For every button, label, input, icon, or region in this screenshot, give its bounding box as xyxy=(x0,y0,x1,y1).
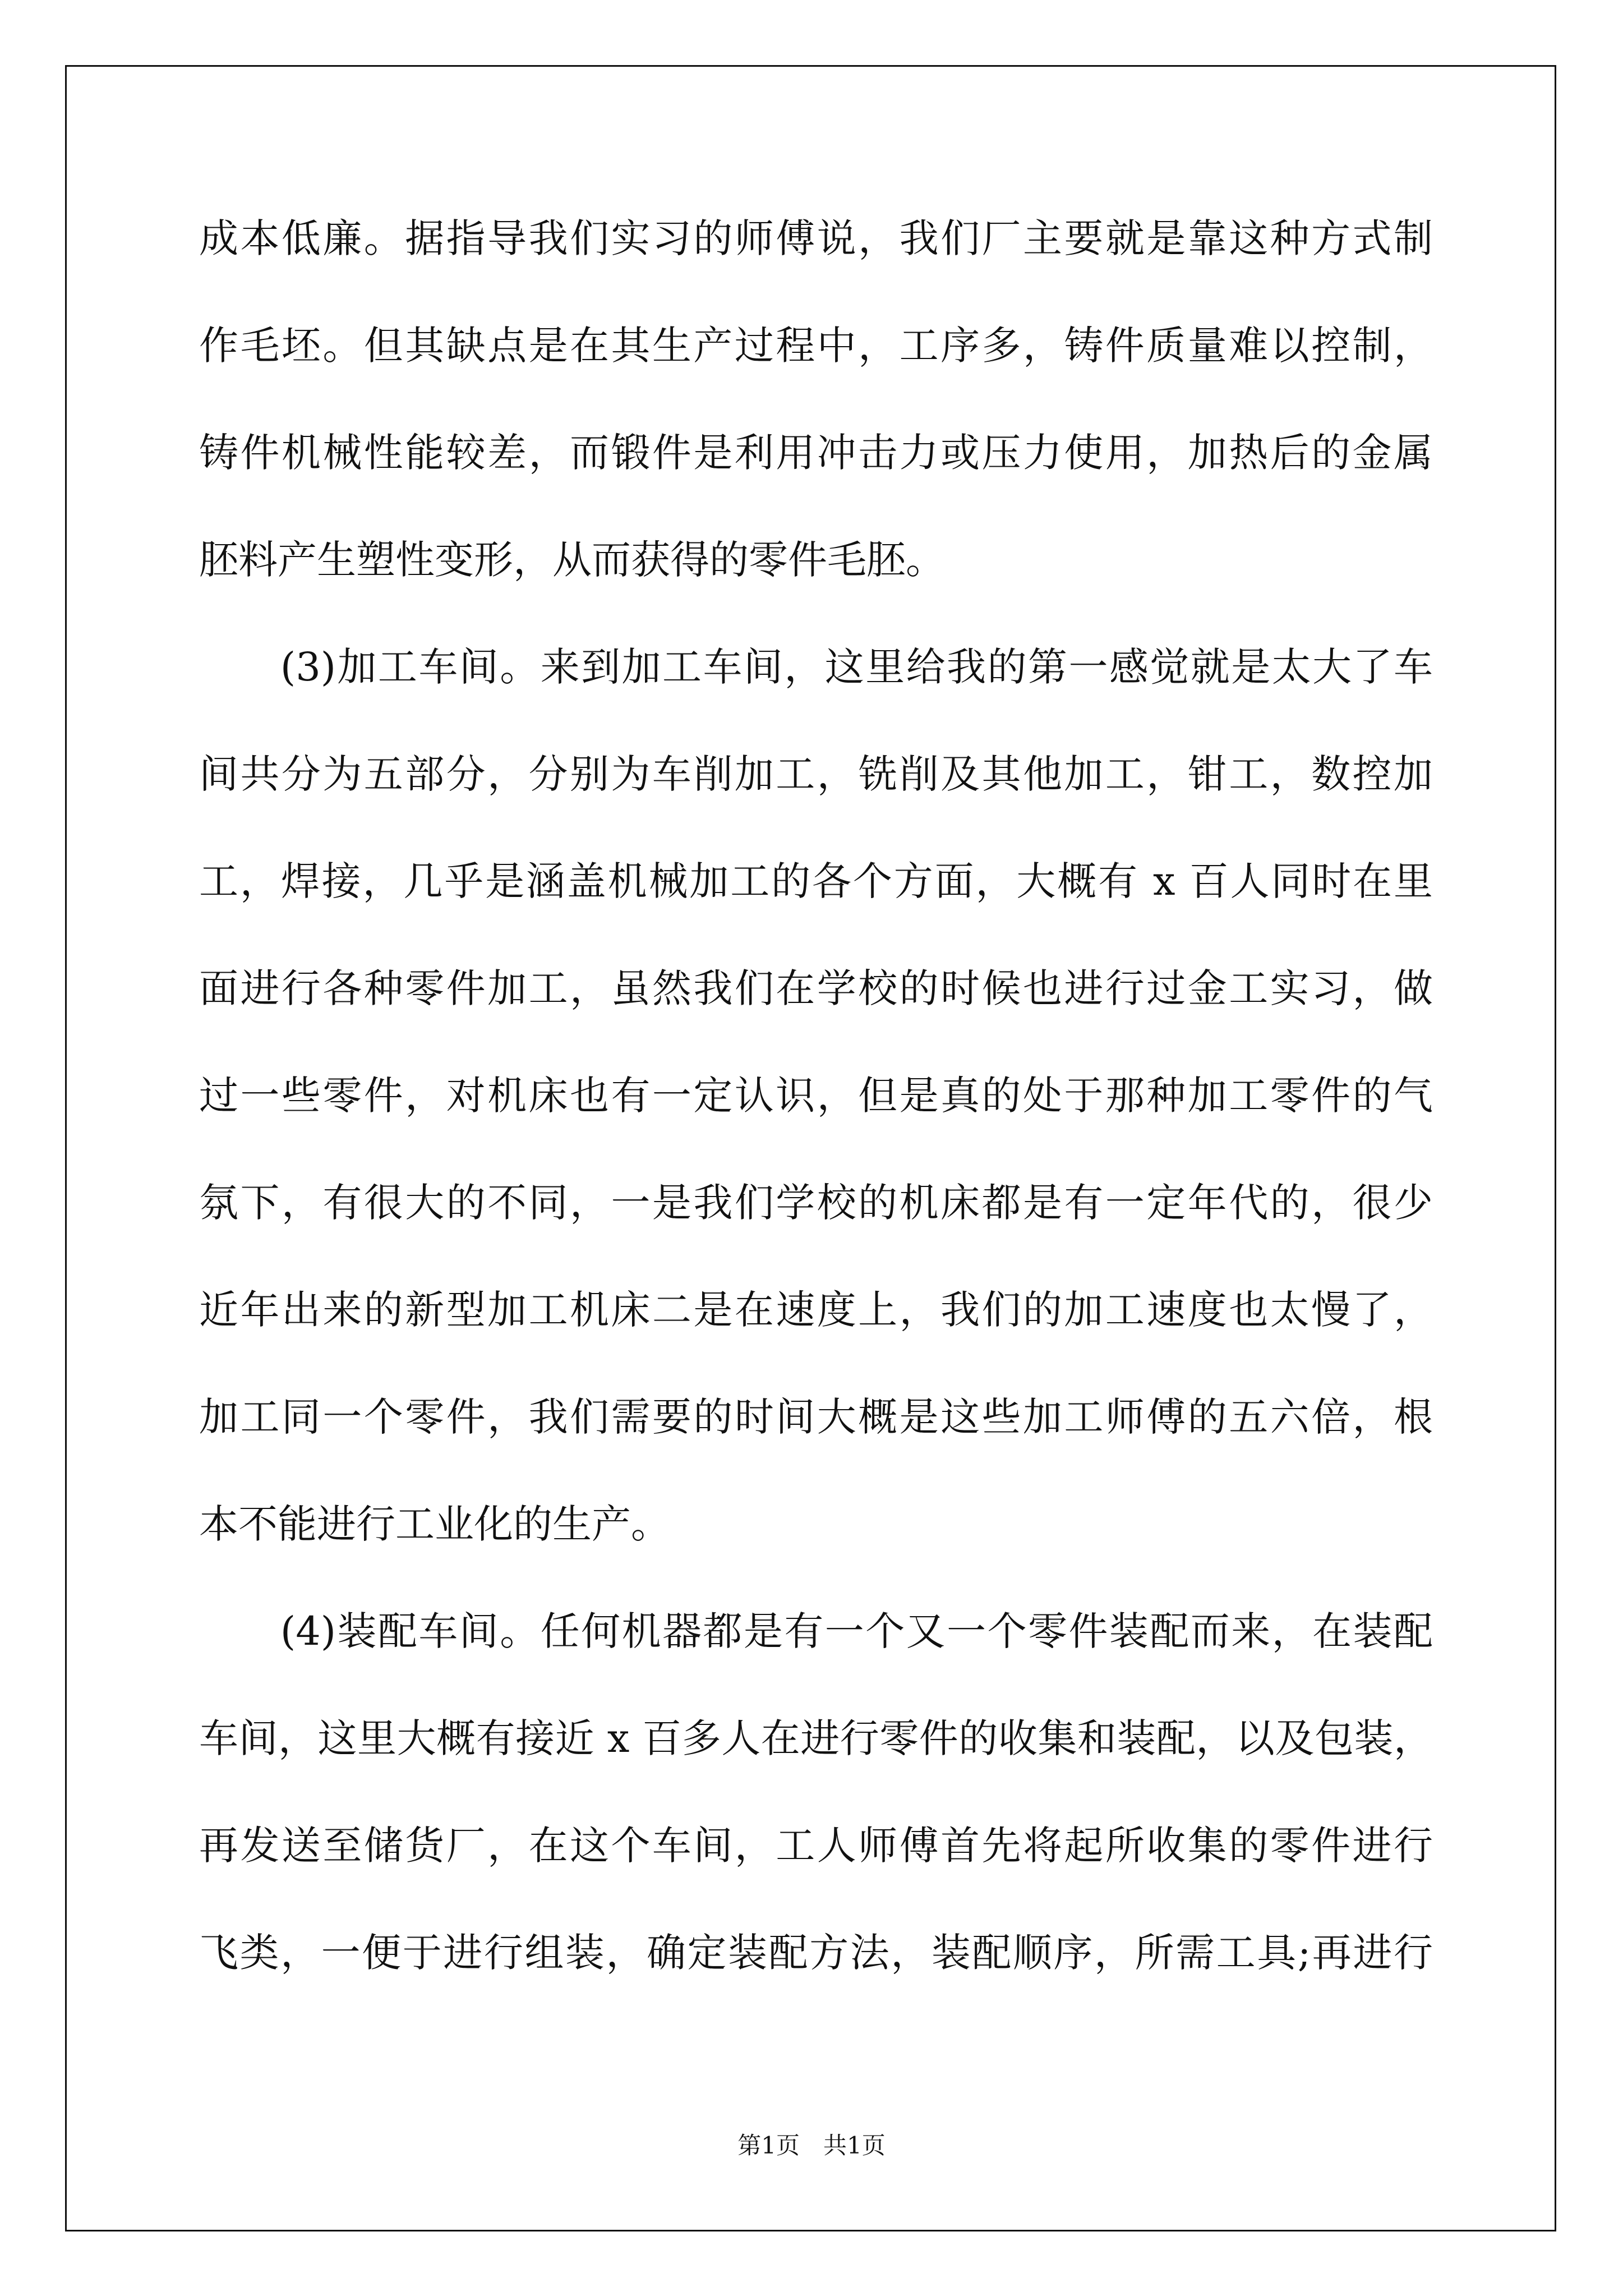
text-line: 氛下，有很大的不同，一是我们学校的机床都是有一定年代的，很少 xyxy=(199,1180,1433,1226)
text-line: 飞类，一便于进行组装，确定装配方法，装配顺序，所需工具;再进行 xyxy=(199,1930,1433,1976)
document-body xyxy=(199,212,1433,2033)
text-line: 本不能进行工业化的生产。 xyxy=(199,1501,670,1547)
text-line: 加工同一个零件，我们需要的时间大概是这些加工师傅的五六倍，根 xyxy=(199,1394,1433,1440)
text-line: 工，焊接，几乎是涵盖机械加工的各个方面，大概有 x 百人同时在里 xyxy=(199,858,1433,904)
text-line: 过一些零件，对机床也有一定认识，但是真的处于那种加工零件的气 xyxy=(199,1073,1433,1119)
text-line: 铸件机械性能较差，而锻件是利用冲击力或压力使用，加热后的金属 xyxy=(199,430,1433,476)
text-line: 间共分为五部分，分别为车削加工，铣削及其他加工，钳工，数控加 xyxy=(199,751,1433,797)
text-line: 车间，这里大概有接近 x 百多人在进行零件的收集和装配，以及包装， xyxy=(199,1715,1433,1761)
text-line: 作毛坯。但其缺点是在其生产过程中，工序多，铸件质量难以控制， xyxy=(199,323,1433,369)
text-line: 成本低廉。据指导我们实习的师傅说，我们厂主要就是靠这种方式制 xyxy=(199,215,1433,261)
text-line: 近年出来的新型加工机床二是在速度上，我们的加工速度也太慢了， xyxy=(199,1287,1433,1333)
text-line: (4)装配车间。任何机器都是有一个又一个零件装配而来，在装配 xyxy=(199,1608,1433,1654)
page-number: 第1页 共1页 xyxy=(737,2132,886,2159)
text-line: 再发送至储货厂，在这个车间，工人师傅首先将起所收集的零件进行 xyxy=(199,1823,1433,1869)
text-line: 胚料产生塑性变形，从而获得的零件毛胚。 xyxy=(199,537,945,583)
text-line: (3)加工车间。来到加工车间，这里给我的第一感觉就是太大了车 xyxy=(199,644,1433,690)
page-footer xyxy=(0,2127,1623,2161)
text-line: 面进行各种零件加工，虽然我们在学校的时候也进行过金工实习，做 xyxy=(199,965,1433,1011)
